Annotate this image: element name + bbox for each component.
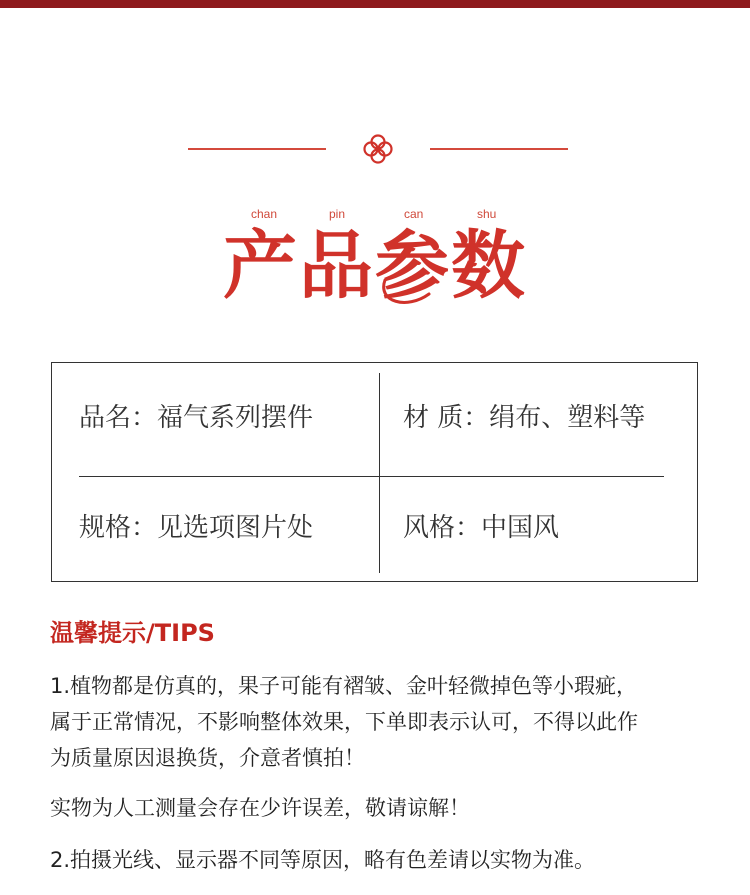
pinyin-shu: shu xyxy=(477,207,497,221)
parameter-table xyxy=(51,362,698,582)
tips-paragraph-1 xyxy=(50,668,638,776)
param-style: 风格：中国风 xyxy=(403,513,560,543)
param-product-name: 品名：福气系列摆件 xyxy=(79,403,314,433)
param-specification: 规格：见选项图片处 xyxy=(79,513,314,543)
table-horizontal-divider xyxy=(79,476,664,477)
page-title: 产品参数 xyxy=(223,223,527,309)
divider-right xyxy=(430,148,568,150)
divider-left xyxy=(188,148,326,150)
tips-line: 为质量原因退换货，介意者慎拍！ xyxy=(50,746,365,770)
param-material: 材 质：绢布、塑料等 xyxy=(403,403,646,433)
tips-line: 属于正常情况，不影响整体效果，下单即表示认可，不得以此作 xyxy=(50,710,638,734)
table-vertical-divider xyxy=(379,373,380,573)
pinyin-can: can xyxy=(404,207,424,221)
flower-knot-icon xyxy=(362,133,394,165)
pinyin-pin: pin xyxy=(329,207,346,221)
tips-paragraph-2: 实物为人工测量会存在少许误差，敬请谅解！ xyxy=(50,796,470,820)
brush-swirl-decoration xyxy=(377,272,437,312)
tips-paragraph-3: 2.拍摄光线、显示器不同等原因，略有色差请以实物为准。 xyxy=(50,848,596,872)
tips-line: 1.植物都是仿真的，果子可能有褶皱、金叶轻微掉色等小瑕疵， xyxy=(50,674,638,698)
pinyin-chan: chan xyxy=(251,207,278,221)
top-banner-band xyxy=(0,0,750,8)
tips-heading: 温馨提示/TIPS xyxy=(50,619,215,647)
